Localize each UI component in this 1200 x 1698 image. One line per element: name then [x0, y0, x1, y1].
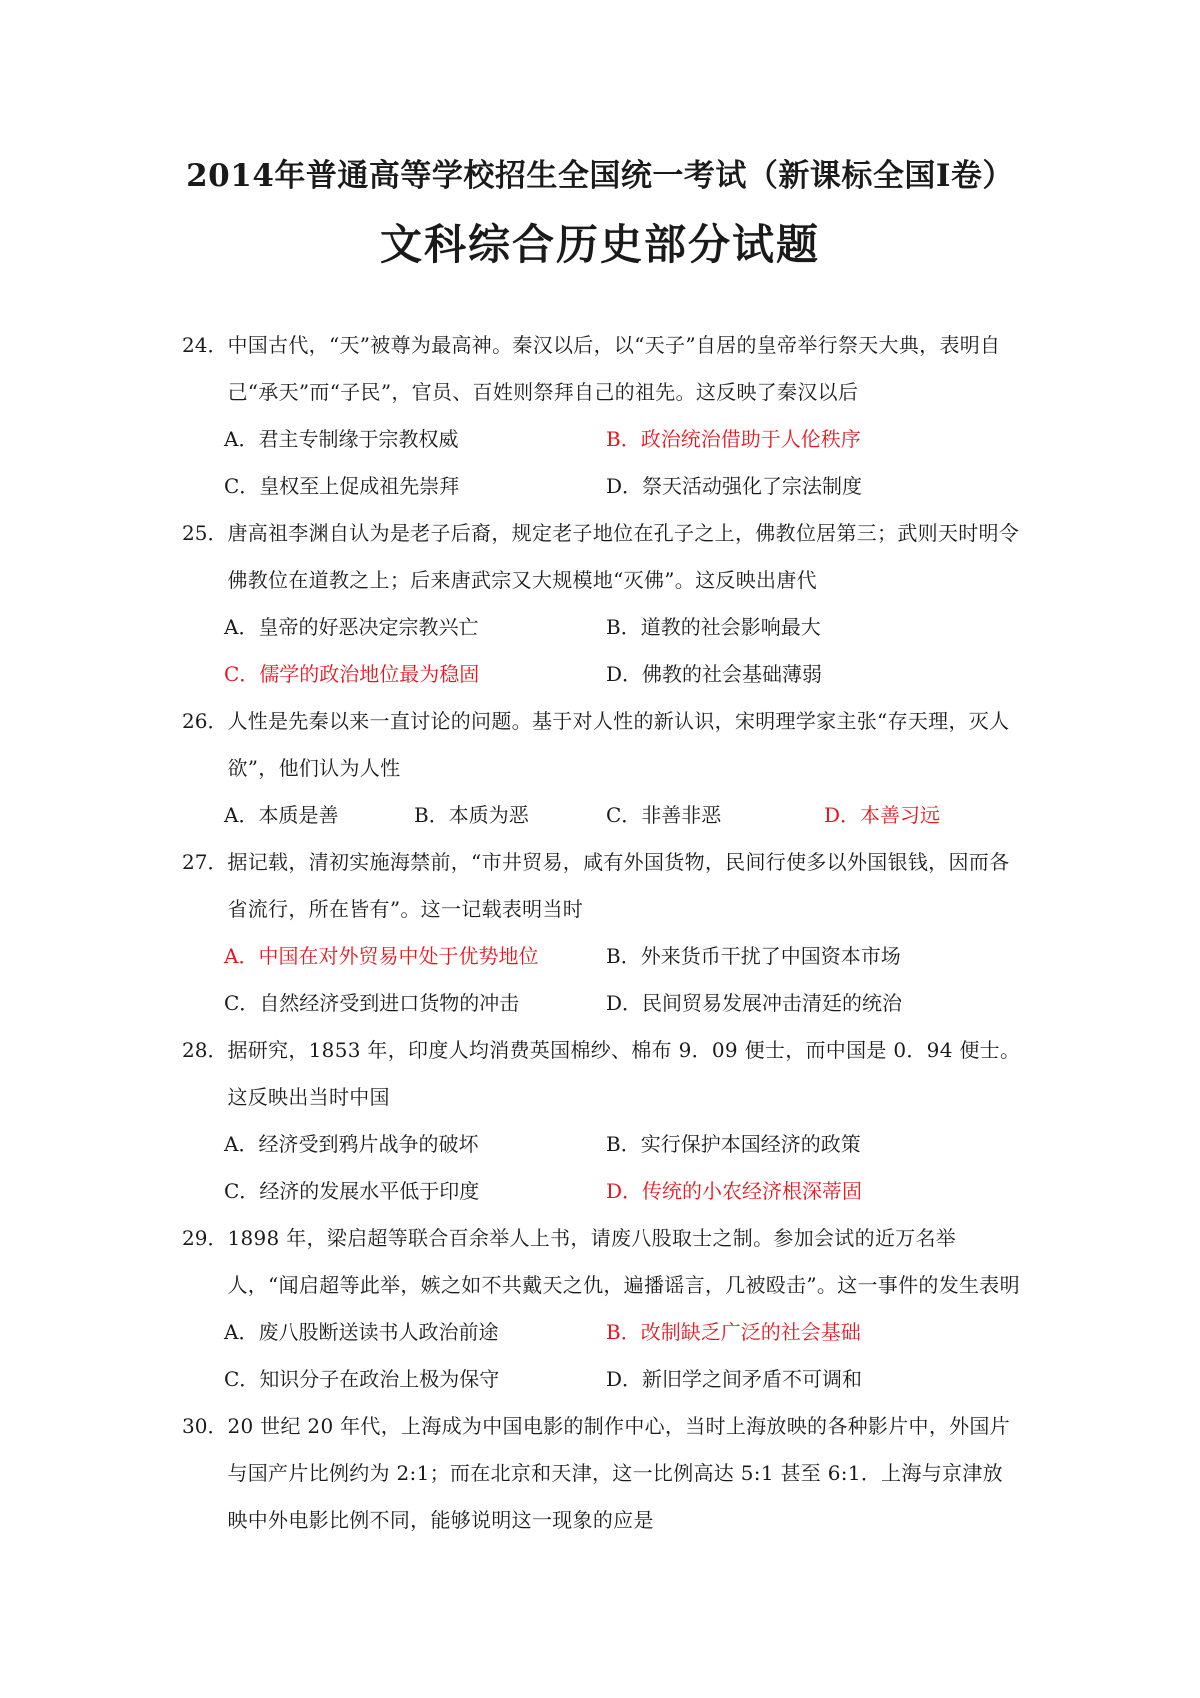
question-stem: 据记载，清初实施海禁前，“市井贸易，咸有外国货物，民间行使多以外国银钱，因而各省流行，所在皆有”。这一记载表明当时: [227, 850, 1010, 921]
question-number: 29．: [182, 1226, 228, 1250]
option-b: B．外来货币干扰了中国资本市场: [606, 944, 901, 968]
option-c: C．经济的发展水平低于印度: [224, 1179, 480, 1203]
option-a: A．君主专制缘于宗教权威: [224, 427, 459, 451]
option-b: B．本质为恶: [414, 803, 529, 827]
question-stem: 20 世纪 20 年代，上海成为中国电影的制作中心，当时上海放映的各种影片中，外国片与国产片比例约为 2:1；而在北京和天津，这一比例高达 5:1 甚至 6:1．上海与京津放映中外电影比例不同，能够说明这一现象的应是: [227, 1414, 1011, 1532]
option-d: D．新旧学之间矛盾不可调和: [606, 1367, 863, 1391]
option-b: B．实行保护本国经济的政策: [606, 1132, 861, 1156]
option-d: D．佛教的社会基础薄弱: [606, 662, 823, 686]
question-29: [182, 1215, 1022, 1403]
option-d-correct: D．传统的小农经济根深蒂固: [606, 1179, 863, 1203]
option-d: D．民间贸易发展冲击清廷的统治: [606, 991, 903, 1015]
option-row: [182, 980, 1022, 1027]
option-b-correct: B．改制缺乏广泛的社会基础: [606, 1320, 861, 1344]
question-number: 28．: [182, 1038, 228, 1062]
question-24: [182, 322, 1022, 510]
question-number: 27．: [182, 850, 228, 874]
question-30: [182, 1403, 1022, 1544]
option-c-correct: C．儒学的政治地位最为稳固: [224, 662, 480, 686]
option-c: C．自然经济受到进口货物的冲击: [224, 991, 520, 1015]
option-row: [182, 416, 1022, 463]
question-stem: 唐高祖李渊自认为是老子后裔，规定老子地位在孔子之上，佛教位居第三；武则天时明令佛教位在道教之上；后来唐武宗又大规模地“灭佛”。这反映出唐代: [227, 521, 1020, 592]
exam-subtitle: 文科综合历史部分试题: [379, 220, 820, 269]
question-28: [182, 1027, 1022, 1215]
question-stem: 人性是先秦以来一直讨论的问题。基于对人性的新认识，宋明理学家主张“存天理，灭人欲”，他们认为人性: [227, 709, 1010, 780]
option-row: [182, 792, 1022, 839]
exam-title: 2014年普通高等学校招生全国统一考试（新课标全国Ⅰ卷）: [186, 158, 1014, 194]
option-c: C．非善非恶: [606, 803, 722, 827]
option-c: C．皇权至上促成祖先崇拜: [224, 474, 460, 498]
option-row: [182, 1121, 1022, 1168]
question-list: [182, 322, 1022, 1544]
option-a: A．经济受到鸦片战争的破坏: [224, 1132, 479, 1156]
option-row: [182, 1356, 1022, 1403]
question-stem: 1898 年，梁启超等联合百余举人上书，请废八股取士之制。参加会试的近万名举人，“闻启超等此举，嫉之如不共戴天之仇，遍播谣言，几被殴击”。这一事件的发生表明: [227, 1226, 1020, 1297]
option-row: [182, 651, 1022, 698]
question-27: [182, 839, 1022, 1027]
question-number: 30．: [182, 1414, 228, 1438]
option-a: A．本质是善: [224, 803, 339, 827]
question-26: [182, 698, 1022, 839]
option-row: [182, 933, 1022, 980]
question-stem: 中国古代，“天”被尊为最高神。秦汉以后，以“天子”自居的皇帝举行祭天大典，表明自己“承天”而“子民”，官员、百姓则祭拜自己的祖先。这反映了秦汉以后: [227, 333, 1001, 404]
question-number: 25．: [182, 521, 228, 545]
option-row: [182, 463, 1022, 510]
option-a: A．废八股断送读书人政治前途: [224, 1320, 499, 1344]
option-c: C．知识分子在政治上极为保守: [224, 1367, 500, 1391]
option-a: A．皇帝的好恶决定宗教兴亡: [224, 615, 479, 639]
option-row: [182, 1168, 1022, 1215]
option-row: [182, 604, 1022, 651]
option-row: [182, 1309, 1022, 1356]
option-d-correct: D．本善习远: [824, 803, 941, 827]
option-b: B．道教的社会影响最大: [606, 615, 821, 639]
question-number: 26．: [182, 709, 228, 733]
question-25: [182, 510, 1022, 698]
option-d: D．祭天活动强化了宗法制度: [606, 474, 863, 498]
question-stem: 据研究，1853 年，印度人均消费英国棉纱、棉布 9．09 便士，而中国是 0．94 便士。这反映出当时中国: [227, 1038, 1021, 1109]
question-number: 24．: [182, 333, 228, 357]
option-a-correct: A．中国在对外贸易中处于优势地位: [224, 944, 539, 968]
option-b-correct: B．政治统治借助于人伦秩序: [606, 427, 861, 451]
